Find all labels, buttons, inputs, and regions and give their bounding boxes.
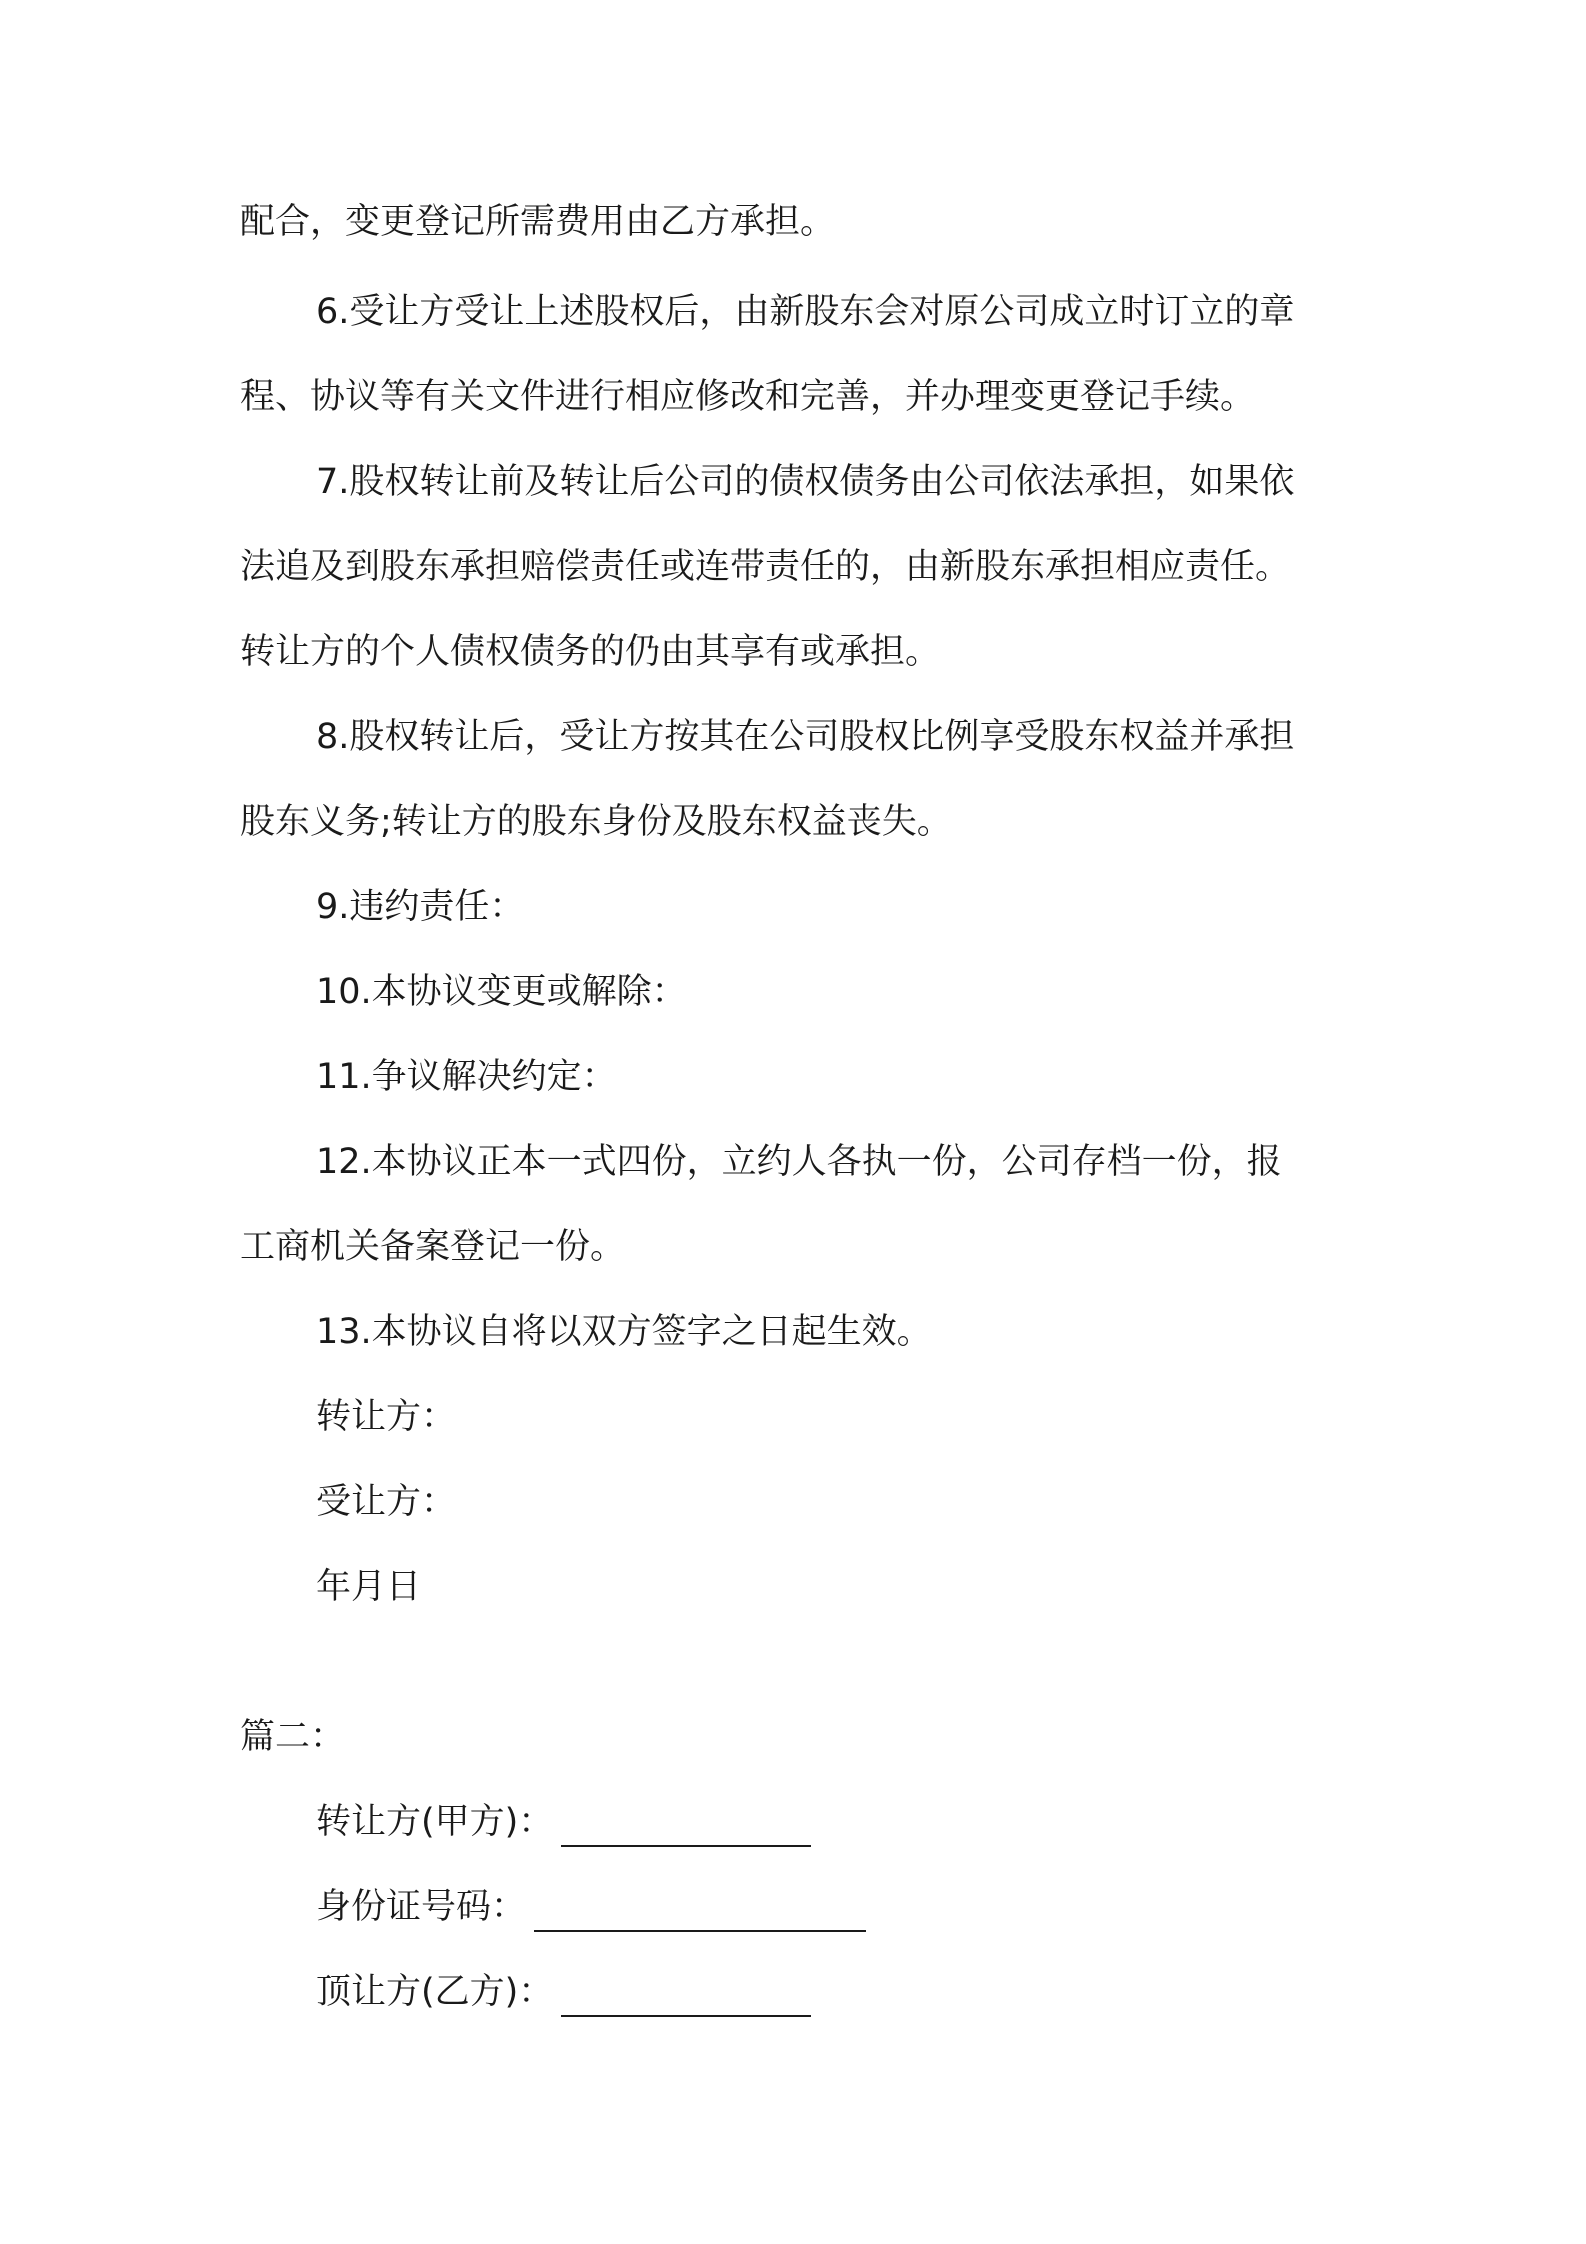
paragraph-line: 配合，变更登记所需费用由乙方承担。 bbox=[240, 202, 836, 242]
clause-6-line-1: 6.受让方受让上述股权后，由新股东会对原公司成立时订立的章 bbox=[316, 292, 1295, 332]
section-2-heading: 篇二： bbox=[240, 1717, 346, 1757]
form-field-transferee bbox=[316, 1967, 811, 2017]
field-label: 顶让方(乙方)： bbox=[316, 1972, 554, 2012]
clause-7-line-2: 法追及到股东承担赔偿责任或连带责任的，由新股东承担相应责任。 bbox=[240, 547, 1291, 587]
clause-7-line-3: 转让方的个人债权债务的仍由其享有或承担。 bbox=[240, 632, 941, 672]
form-field-id-number bbox=[316, 1882, 866, 1932]
field-label: 转让方(甲方)： bbox=[316, 1802, 554, 1842]
fill-in-blank[interactable] bbox=[534, 1896, 866, 1932]
clause-10: 10.本协议变更或解除： bbox=[316, 972, 687, 1012]
clause-9: 9.违约责任： bbox=[316, 887, 525, 927]
fill-in-blank[interactable] bbox=[561, 1811, 811, 1847]
transferee-signature-label: 受让方： bbox=[316, 1482, 457, 1522]
form-field-transferor bbox=[316, 1797, 811, 1847]
clause-11: 11.争议解决约定： bbox=[316, 1057, 617, 1097]
fill-in-blank[interactable] bbox=[561, 1981, 811, 2017]
clause-12-line-1: 12.本协议正本一式四份，立约人各执一份，公司存档一份，报 bbox=[316, 1142, 1282, 1182]
clause-12-line-2: 工商机关备案登记一份。 bbox=[240, 1227, 626, 1267]
clause-8-line-1: 8.股权转让后，受让方按其在公司股权比例享受股东权益并承担 bbox=[316, 717, 1295, 757]
date-label: 年月日 bbox=[316, 1567, 422, 1607]
clause-7-line-1: 7.股权转让前及转让后公司的债权债务由公司依法承担，如果依 bbox=[316, 462, 1295, 502]
field-label: 身份证号码： bbox=[316, 1887, 527, 1927]
clause-6-line-2: 程、协议等有关文件进行相应修改和完善，并办理变更登记手续。 bbox=[240, 377, 1256, 417]
clause-13: 13.本协议自将以双方签字之日起生效。 bbox=[316, 1312, 932, 1352]
clause-8-line-2: 股东义务;转让方的股东身份及股东权益丧失。 bbox=[240, 802, 952, 842]
transferor-signature-label: 转让方： bbox=[316, 1397, 457, 1437]
